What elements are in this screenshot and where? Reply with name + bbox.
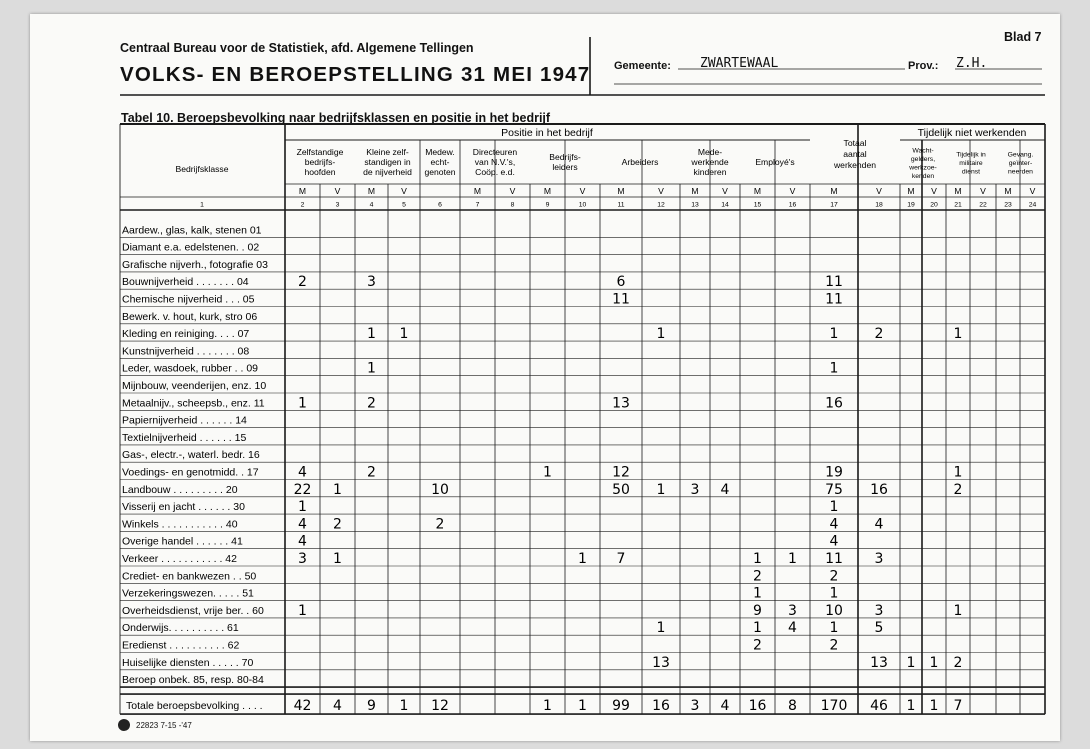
data-cell: 2 <box>367 395 376 412</box>
column-number: 20 <box>930 201 938 209</box>
subgroup-header: Employé's <box>755 157 795 167</box>
row-label: Diamant e.a. edelstenen. . 02 <box>122 241 260 254</box>
data-cell: 1 <box>333 481 342 498</box>
data-cell: 1 <box>367 360 376 377</box>
data-cell: 2 <box>333 516 342 533</box>
data-cell: 13 <box>652 654 670 671</box>
data-cell: 2 <box>829 637 839 654</box>
tijdelijk-group-header: Tijdelijk niet werkenden <box>917 127 1027 139</box>
row-label: Leder, wasdoek, rubber . . 09 <box>122 362 259 375</box>
subgroup-header: Arbeiders <box>621 157 659 167</box>
total-cell: 16 <box>748 698 767 715</box>
column-number: 7 <box>475 201 480 209</box>
data-cell: 11 <box>825 291 843 308</box>
mv-label: M <box>617 186 625 196</box>
row-label: Huiselijke diensten . . . . . 70 <box>122 656 254 669</box>
data-cell: 1 <box>543 464 552 481</box>
row-label: Eredienst . . . . . . . . . . 62 <box>122 639 240 652</box>
data-cell: 1 <box>753 620 762 637</box>
data-cell: 1 <box>298 395 307 412</box>
column-number: 21 <box>954 201 962 209</box>
data-cell: 12 <box>612 464 630 481</box>
mv-label: V <box>401 186 407 196</box>
column-number: 6 <box>438 201 442 209</box>
data-cell: 1 <box>656 326 666 343</box>
form-title: VOLKS- EN BEROEPSTELLING 31 MEI 1947 <box>120 63 591 86</box>
row-label: Aardew., glas, kalk, stenen 01 <box>122 224 262 237</box>
column-number: 5 <box>402 201 406 209</box>
column-number: 13 <box>691 201 699 209</box>
subgroup-header: kenden <box>911 172 935 180</box>
subgroup-header: echt- <box>430 157 450 167</box>
mv-label: V <box>789 186 796 196</box>
data-cell: 2 <box>753 637 762 654</box>
data-cell: 19 <box>825 464 843 481</box>
mv-label: V <box>658 186 664 196</box>
row-label: Chemische nijverheid . . . 05 <box>122 293 255 306</box>
data-cell: 22 <box>293 481 312 498</box>
subgroup-header: Wacht- <box>912 147 934 155</box>
col1-header: Bedrijfsklasse <box>175 164 229 174</box>
row-label: Papiernijverheid . . . . . . 14 <box>122 414 247 427</box>
subgroup-header: gelders, <box>910 155 936 163</box>
data-cell: 4 <box>874 516 884 533</box>
subgroup-header: militaire <box>959 160 983 167</box>
totaal-header-line: werkenden <box>833 160 877 170</box>
data-cell: 1 <box>829 326 839 343</box>
data-cell: 2 <box>953 654 963 671</box>
data-cell: 1 <box>656 620 666 637</box>
mv-label: M <box>298 186 307 196</box>
data-cell: 4 <box>298 533 307 550</box>
row-label: Visserij en jacht . . . . . . 30 <box>122 501 245 514</box>
subgroup-header: Zelfstandige <box>296 147 344 157</box>
subgroup-header: Medew. <box>425 147 455 157</box>
data-cell: 13 <box>612 395 630 412</box>
data-cell: 1 <box>753 585 762 602</box>
data-cell: 1 <box>953 326 963 343</box>
total-cell: 1 <box>399 698 409 715</box>
data-cell: 10 <box>825 602 843 619</box>
row-label: Verkeer . . . . . . . . . . . 42 <box>122 553 237 565</box>
page-number: Blad 7 <box>1004 30 1042 44</box>
data-cell: 5 <box>874 620 884 637</box>
column-number: 1 <box>200 201 204 209</box>
row-label: Crediet- en bankwezen . . 50 <box>122 570 257 583</box>
footer-code-text: 22823 7-15 -'47 <box>136 720 192 730</box>
data-cell: 1 <box>298 499 307 516</box>
province-value: Z.H. <box>956 56 988 71</box>
subgroup-header: Kleine zelf- <box>366 147 409 157</box>
total-cell: 1 <box>543 698 552 715</box>
total-cell: 170 <box>820 698 848 715</box>
subgroup-header: bedrijfs- <box>304 157 336 167</box>
data-cell: 75 <box>825 481 843 498</box>
data-cell: 2 <box>435 516 445 533</box>
total-cell: 4 <box>720 698 730 715</box>
data-cell: 10 <box>431 481 449 498</box>
mv-label: V <box>980 186 986 196</box>
row-label: Grafische nijverh., fotografie 03 <box>122 258 268 271</box>
row-label: Gas-, electr.-, waterl. bedr. 16 <box>122 449 260 462</box>
total-cell: 3 <box>690 698 700 715</box>
total-cell: 16 <box>652 698 670 715</box>
column-number: 9 <box>545 201 550 209</box>
table-title: Tabel 10. Beroepsbevolking naar bedrijfsklassen en positie in het bedrijf <box>121 111 551 125</box>
subgroup-header: Mede- <box>697 147 723 157</box>
data-cell: 9 <box>753 602 762 619</box>
column-number: 22 <box>979 201 987 209</box>
data-cell: 1 <box>829 620 839 637</box>
column-number: 16 <box>788 201 797 209</box>
total-cell: 42 <box>293 698 312 715</box>
mv-label: V <box>722 186 728 196</box>
column-number: 12 <box>657 201 665 209</box>
total-cell: 99 <box>612 698 630 715</box>
subgroup-header: neerden <box>1008 168 1033 176</box>
row-label: Winkels . . . . . . . . . . . 40 <box>122 518 238 531</box>
data-cell: 16 <box>825 395 843 412</box>
data-cell: 4 <box>298 516 307 533</box>
data-cell: 3 <box>788 602 797 619</box>
total-cell: 8 <box>788 698 797 715</box>
column-number: 3 <box>335 201 340 209</box>
subgroup-header: hoofden <box>304 167 336 177</box>
mv-label: M <box>954 186 962 196</box>
data-cell: 50 <box>612 481 630 498</box>
subgroup-header: Tijdelijk in <box>956 151 986 159</box>
data-cell: 2 <box>298 274 307 291</box>
province-label: Prov.: <box>908 60 939 72</box>
column-number: 14 <box>721 201 729 209</box>
data-cell: 2 <box>953 481 963 498</box>
data-cell: 11 <box>612 291 630 308</box>
subgroup-header: standigen in <box>364 157 411 167</box>
subgroup-header: Coöp. e.d. <box>475 167 515 177</box>
data-cell: 6 <box>616 274 626 291</box>
column-number: 10 <box>578 201 587 209</box>
data-cell: 1 <box>829 360 839 377</box>
total-cell: 9 <box>367 698 376 715</box>
column-number: 17 <box>830 201 838 209</box>
row-label: Metaalnijv., scheepsb., enz. 11 <box>122 397 265 410</box>
subgroup-header: Gevang. <box>1007 151 1034 159</box>
data-cell: 4 <box>298 464 307 481</box>
data-cell: 3 <box>298 551 307 567</box>
subgroup-header: leiders <box>552 162 578 172</box>
row-label: Voedings- en genotmidd. . 17 <box>122 466 259 479</box>
total-cell: 1 <box>906 698 916 715</box>
mv-label: M <box>691 186 699 196</box>
data-cell: 1 <box>953 464 963 481</box>
subgroup-header: werkende <box>691 157 729 167</box>
column-number: 24 <box>1028 201 1037 209</box>
data-cell: 11 <box>825 274 843 291</box>
positie-group-header: Positie in het bedrijf <box>501 127 593 139</box>
subgroup-header: werkzoe- <box>909 164 937 172</box>
row-label: Beroep onbek. 85, resp. 80-84 <box>122 674 264 687</box>
subgroup-header: de nijverheid <box>363 167 412 177</box>
data-cell: 1 <box>753 551 762 567</box>
data-cell: 1 <box>829 499 839 516</box>
mv-label: V <box>876 186 882 196</box>
row-label: Overheidsdienst, vrije ber. . 60 <box>122 604 264 617</box>
data-cell: 2 <box>874 326 884 343</box>
data-cell: 2 <box>829 568 839 585</box>
data-cell: 1 <box>953 602 963 619</box>
totaal-header-line: Totaal <box>843 138 867 148</box>
data-cell: 3 <box>367 274 376 291</box>
column-number: 11 <box>617 201 625 209</box>
data-cell: 1 <box>399 326 409 343</box>
gemeente-value: ZWARTEWAAL <box>700 56 779 71</box>
gemeente-label: Gemeente: <box>614 60 671 72</box>
data-cell: 1 <box>333 551 342 567</box>
row-label: Kleding en reiniging. . . . 07 <box>122 328 250 341</box>
data-cell: 1 <box>829 585 839 602</box>
data-cell: 3 <box>874 551 884 567</box>
data-cell: 13 <box>870 654 888 671</box>
column-number: 15 <box>753 201 762 209</box>
row-label: Overige handel . . . . . . 41 <box>122 535 243 548</box>
subgroup-header: genoten <box>424 167 456 177</box>
subgroup-header: Bedrijfs- <box>549 152 581 162</box>
total-cell: 4 <box>333 698 342 715</box>
data-cell: 7 <box>616 551 626 567</box>
mv-label: V <box>931 186 937 196</box>
row-label: Verzekeringswezen. . . . . 51 <box>122 587 254 600</box>
mv-label: M <box>473 186 482 196</box>
subgroup-header: dienst <box>961 168 981 176</box>
row-label: Kunstnijverheid . . . . . . . 08 <box>122 345 250 358</box>
column-number: 19 <box>907 201 915 209</box>
column-number: 18 <box>875 201 883 209</box>
column-number: 2 <box>300 201 305 209</box>
row-label: Landbouw . . . . . . . . . 20 <box>122 483 238 496</box>
column-number: 4 <box>369 201 374 209</box>
data-cell: 4 <box>829 533 839 550</box>
total-cell: 1 <box>578 698 587 715</box>
mv-label: M <box>830 186 838 196</box>
mv-label: V <box>509 186 516 196</box>
data-cell: 2 <box>753 568 762 585</box>
data-cell: 4 <box>829 516 839 533</box>
total-row-label: Totale beroepsbevolking . . . . <box>126 700 263 713</box>
subgroup-header: Directeuren <box>472 147 518 157</box>
organization-line: Centraal Bureau voor de Statistiek, afd. Algemene Tellingen <box>120 41 474 55</box>
mv-label: M <box>367 186 376 196</box>
column-number: 23 <box>1004 201 1012 209</box>
total-cell: 12 <box>431 698 449 715</box>
data-cell: 16 <box>870 481 888 498</box>
data-cell: 1 <box>906 654 916 671</box>
mv-label: V <box>334 186 341 196</box>
data-cell: 2 <box>367 464 376 481</box>
data-cell: 11 <box>825 551 843 567</box>
row-label: Textielnijverheid . . . . . . 15 <box>122 431 247 444</box>
data-cell: 4 <box>788 620 797 637</box>
total-cell: 1 <box>929 698 939 715</box>
data-cell: 3 <box>690 481 700 498</box>
row-label: Mijnbouw, veenderijen, enz. 10 <box>122 380 267 392</box>
data-cell: 1 <box>929 654 939 671</box>
mv-label: M <box>543 186 552 196</box>
mv-label: V <box>1029 186 1036 196</box>
total-cell: 46 <box>870 698 888 715</box>
column-number: 8 <box>510 201 515 209</box>
total-cell: 7 <box>953 698 963 715</box>
subgroup-header: geïnter- <box>1008 160 1033 167</box>
totaal-header-line: aantal <box>843 149 867 159</box>
mv-label: M <box>1004 186 1012 196</box>
subgroup-header: kinderen <box>693 167 727 177</box>
row-label: Bewerk. v. hout, kurk, stro 06 <box>122 310 258 323</box>
data-cell: 1 <box>656 481 666 498</box>
data-cell: 1 <box>788 551 797 567</box>
data-cell: 3 <box>874 602 884 619</box>
data-cell: 1 <box>578 551 587 567</box>
row-label: Onderwijs. . . . . . . . . . 61 <box>122 622 239 635</box>
data-cell: 1 <box>367 326 376 343</box>
mv-label: V <box>579 186 586 196</box>
row-label: Bouwnijverheid . . . . . . . 04 <box>122 276 249 289</box>
mv-label: M <box>907 186 915 196</box>
mv-label: M <box>753 186 762 196</box>
data-cell: 4 <box>720 481 730 498</box>
subgroup-header: van N.V.'s, <box>474 157 516 167</box>
data-cell: 1 <box>298 602 307 619</box>
